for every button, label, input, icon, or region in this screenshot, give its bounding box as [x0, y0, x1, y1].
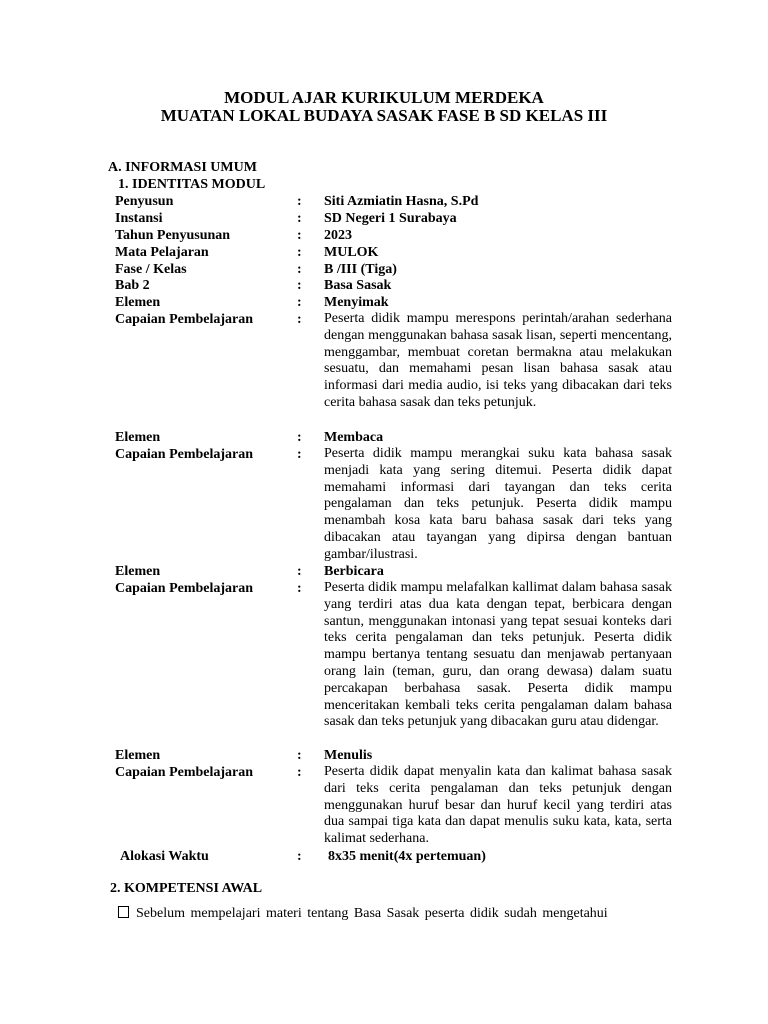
value-tahun: 2023 — [324, 228, 352, 243]
capaian-pembelajaran-text: Peserta didik mampu merespons perintah/arahan sederhana dengan menggunakan bahasa sasak lisan, seperti mencentang, menggambar, membuat coretan bermakna atau melakukan sesuatu, dan memahami pesan lisan bahasa sasak atau informasi dari media audio, isi teks yang dibacakan dari teks cerita bahasa sasak dan teks petunjuk. — [324, 311, 672, 410]
value-alokasi-waktu: 8x35 menit(4x pertemuan) — [328, 849, 486, 864]
value-instansi: SD Negeri 1 Surabaya — [324, 211, 457, 226]
kompetensi-awal-text: Sebelum mempelajari materi tentang Basa Sasak peserta didik sudah mengetahui — [136, 906, 608, 921]
colon: : — [297, 765, 302, 780]
colon: : — [297, 447, 302, 462]
label-penyusun: Penyusun — [115, 194, 174, 209]
colon: : — [297, 278, 302, 293]
value-elemen: Membaca — [324, 430, 384, 445]
colon: : — [297, 228, 302, 243]
document-title-line-1: MODUL AJAR KURIKULUM MERDEKA — [224, 88, 544, 107]
colon: : — [297, 581, 302, 596]
label-bab: Bab 2 — [115, 278, 150, 293]
capaian-pembelajaran-text: Peserta didik dapat menyalin kata dan kalimat bahasa sasak dari teks cerita pengalaman dan teks petunjuk dengan menggunakan huruf besar dan huruf kecil yang terdiri atas dua sampai tiga kata dan dapat menulis suku kata, kata, serta kalimat sederhana. — [324, 764, 672, 847]
value-mapel: MULOK — [324, 245, 379, 260]
label-instansi: Instansi — [115, 211, 163, 226]
document-title-line-2: MUATAN LOKAL BUDAYA SASAK FASE B SD KELAS III — [160, 106, 608, 125]
label-elemen: Elemen — [115, 430, 161, 445]
value-elemen: Menulis — [324, 748, 373, 763]
capaian-pembelajaran-text: Peserta didik mampu merangkai suku kata bahasa sasak menjadi kata yang sering ditemui. Peserta didik dapat memahami informasi dari tayangan dan teks cerita pengalaman dan teks petunjuk. Peserta didik mampu menambah kosa kata baru bahasa sasak dari teks yang dibacakan atau tayangan yang dipirsa dengan bantuan gambar/ilustrasi. — [324, 446, 672, 562]
value-elemen: Menyimak — [324, 295, 389, 310]
subsection-identitas-modul: 1. IDENTITAS MODUL — [118, 177, 266, 192]
subsection-kompetensi-awal: 2. KOMPETENSI AWAL — [110, 881, 263, 896]
label-elemen: Elemen — [115, 295, 161, 310]
label-capaian-pembelajaran: Capaian Pembelajaran — [115, 447, 254, 462]
section-a-heading: A. INFORMASI UMUM — [108, 160, 257, 175]
colon: : — [297, 262, 302, 277]
colon: : — [297, 295, 302, 310]
value-elemen: Berbicara — [324, 564, 384, 579]
value-bab: Basa Sasak — [324, 278, 392, 293]
colon: : — [297, 849, 302, 864]
capaian-pembelajaran-text: Peserta didik mampu melafalkan kallimat dalam bahasa sasak yang terdiri atas dua kata dengan tepat, berbicara dengan santun, menggunakan intonasi yang tepat sesuai konteks dari teks cerita pengalaman dan teks petunjuk. Peserta didik mampu bertanya tentang sesuatu dan menjawab pertanyaan orang lain (teman, guru, dan orang dewasa) dalam suatu percakapan berbahasa sasak. Peserta didik mampu menceritakan kembali teks cerita pengalaman dalam bahasa sasak dan teks petunjuk yang dibacakan guru atau didengar. — [324, 580, 672, 730]
label-elemen: Elemen — [115, 564, 161, 579]
value-fase: B /III (Tiga) — [324, 262, 397, 277]
label-alokasi-waktu: Alokasi Waktu — [120, 849, 209, 864]
colon: : — [297, 194, 302, 209]
label-capaian-pembelajaran: Capaian Pembelajaran — [115, 312, 254, 327]
label-tahun: Tahun Penyusunan — [115, 228, 231, 243]
label-elemen: Elemen — [115, 748, 161, 763]
kompetensi-awal-bullet — [118, 905, 658, 922]
label-capaian-pembelajaran: Capaian Pembelajaran — [115, 581, 254, 596]
colon: : — [297, 748, 302, 763]
colon: : — [297, 245, 302, 260]
colon: : — [297, 312, 302, 327]
value-penyusun: Siti Azmiatin Hasna, S.Pd — [324, 194, 479, 209]
colon: : — [297, 564, 302, 579]
colon: : — [297, 211, 302, 226]
label-mapel: Mata Pelajaran — [115, 245, 209, 260]
bullet-box-icon — [118, 906, 129, 918]
colon: : — [297, 430, 302, 445]
label-capaian-pembelajaran: Capaian Pembelajaran — [115, 765, 254, 780]
label-fase: Fase / Kelas — [115, 262, 187, 277]
